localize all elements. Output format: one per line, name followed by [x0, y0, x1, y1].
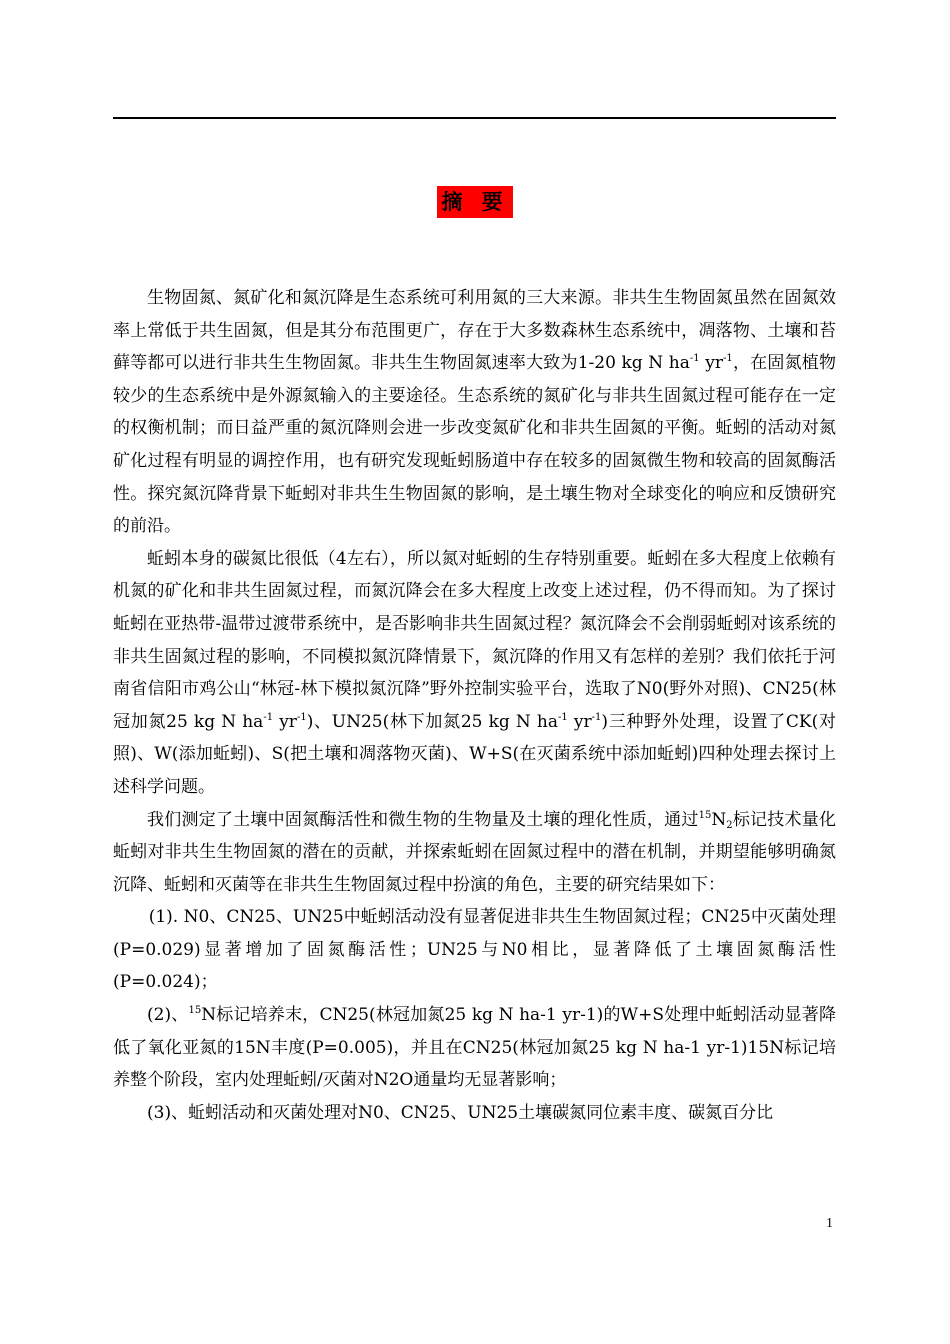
paragraph-2: 蚯蚓本身的碳氮比很低（4左右），所以氮对蚯蚓的生存特别重要。蚯蚓在多大程度上依赖有机氮的矿化和非共生固氮过程，而氮沉降会在多大程度上改变上述过程，仍不得而知。为了探讨蚯蚓在亚热带-温带过渡带系统中，是否影响非共生固氮过程？氮沉降会不会削弱蚯蚓对该系统的非共生固氮过程的影响，不同模拟氮沉降情景下，氮沉降的作用又有怎样的差别？我们依托于河南省信阳市鸡公山“林冠-林下模拟氮沉降”野外控制实验平台，选取了N0(野外对照)、CN25(林冠加氮25 kg N $ha^{-1}$ $yr^{-1}$)、UN25(林下加氮25 kg N $ha^{-1}$ $yr^{-1}$)三种野外处理，设置了CK(对照)、W(添加蚯蚓)、S(把土壤和凋落物灭菌)、W+S(在灭菌系统中添加蚯蚓)四种处理去探讨上述科学问题。 — [113, 548, 836, 797]
page-number: 1 — [826, 1216, 833, 1231]
result-item-2: (2)、$^{15}$N标记培养末，CN25(林冠加氮25 kg N ha-1 yr-1)的W+S处理中蚯蚓活动显著降低了氧化亚氮的15N丰度(P=0.005)，并且在CN25(林冠加氮25 kg N ha-1 yr-1)15N标记培养整个阶段，室内处理蚯蚓/灭菌对N2O通量均无显著影响； — [113, 1005, 836, 1091]
title-container — [0, 186, 950, 218]
paragraph-1: 生物固氮、氮矿化和氮沉降是生态系统可利用氮的三大来源。非共生生物固氮虽然在固氮效率上常低于共生固氮，但是其分布范围更广，存在于大多数森林生态系统中，凋落物、土壤和苔藓等都可以进行非共生生物固氮。非共生生物固氮速率大致为1-20 kg N $ha^{-1}$ $yr^{-1}$，在固氮植物较少的生态系统中是外源氮输入的主要途径。生态系统的氮矿化与非共生固氮过程可能存在一定的权衡机制；而日益严重的氮沉降则会进一步改变氮矿化和非共生固氮的平衡。蚯蚓的活动对氮矿化过程有明显的调控作用，也有研究发现蚯蚓肠道中存在较多的固氮微生物和较高的固氮酶活性。探究氮沉降背景下蚯蚓对非共生生物固氮的影响，是土壤生物对全球变化的响应和反馈研究的前沿。 — [113, 288, 837, 537]
abstract-title: 摘 要 — [437, 186, 512, 218]
abstract-body — [113, 282, 836, 1129]
header-rule — [113, 117, 836, 119]
paragraph-3: 我们测定了土壤中固氮酶活性和微生物的生物量及土壤的理化性质，通过$^{15}N_2$标记技术量化蚯蚓对非共生生物固氮的潜在的贡献，并探索蚯蚓在固氮过程中的潜在机制，并期望能够明确氮沉降、蚯蚓和灭菌等在非共生生物固氮过程中扮演的角色，主要的研究结果如下： — [113, 809, 837, 895]
result-item-3: (3)、蚯蚓活动和灭菌处理对N0、CN25、UN25土壤碳氮同位素丰度、碳氮百分比 — [147, 1102, 774, 1123]
result-item-1: (1). N0、CN25、UN25中蚯蚓活动没有显著促进非共生生物固氮过程；CN25中灭菌处理(P=0.029)显著增加了固氮酶活性；UN25与N0相比，显著降低了土壤固氮酶活性(P=0.024)； — [113, 907, 836, 993]
